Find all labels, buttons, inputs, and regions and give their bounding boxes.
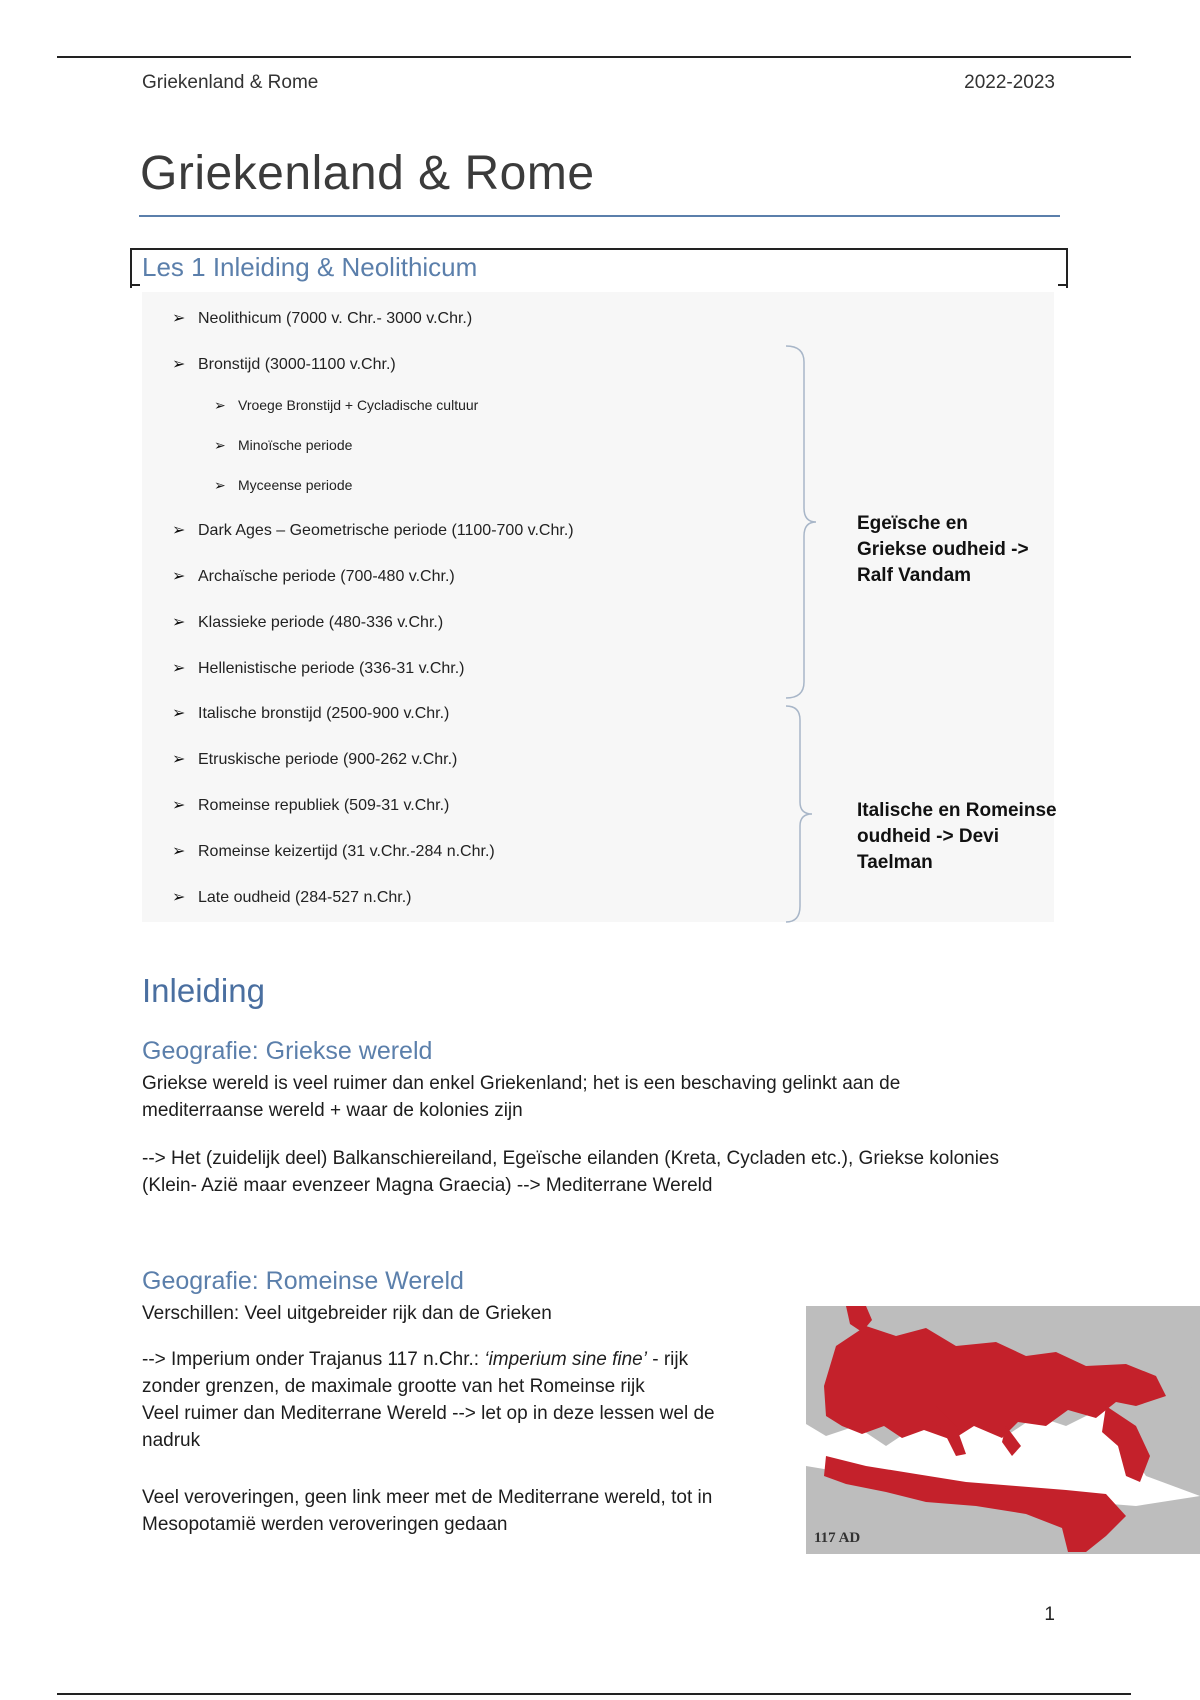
paragraph: --> Het (zuidelijk deel) Balkanschiereiland, Egeïsche eilanden (Kreta, Cycladen etc.), Griekse kolonies (Klein- Azië maar evenzeer Magna Graecia) --> Mediterrane Wereld — [142, 1148, 1000, 1196]
document-title: Griekenland & Rome — [140, 147, 595, 200]
list-item-label: Romeinse republiek (509-31 v.Chr.) — [198, 797, 450, 814]
list-item-label: Archaïsche periode (700-480 v.Chr.) — [198, 568, 455, 585]
bottom-rule — [57, 1693, 1131, 1695]
running-header-year: 2022-2023 — [964, 72, 1055, 93]
arrow-bullet-icon: ➢ — [214, 477, 226, 493]
list-item-label: Neolithicum (7000 v. Chr.- 3000 v.Chr.) — [198, 310, 473, 327]
box-corner-right — [1058, 284, 1068, 286]
arrow-bullet-icon: ➢ — [172, 751, 186, 768]
arrow-bullet-icon: ➢ — [214, 397, 226, 413]
list-item-label: Vroege Bronstijd + Cycladische cultuur — [238, 397, 479, 413]
list-item-label: Etruskische periode (900-262 v.Chr.) — [198, 751, 458, 768]
title-underline — [139, 215, 1060, 217]
list-item — [172, 566, 455, 586]
paragraph: Griekse wereld is veel ruimer dan enkel Griekenland; het is een beschaving gelinkt aan de mediterraanse wereld + waar de kolonies zijn — [142, 1073, 901, 1121]
running-header-title: Griekenland & Rome — [142, 72, 319, 93]
section-heading-inleiding: Inleiding — [142, 972, 265, 1009]
arrow-bullet-icon: ➢ — [172, 705, 186, 722]
list-item — [172, 520, 574, 540]
paragraph: --> Imperium onder Trajanus 117 n.Chr.: ‘imperium sine fine’ - rijk zonder grenzen, de maximale grootte van het Romeinse rijk Veel ruimer dan Mediterrane Wereld --> let op in deze lessen wel de nadruk — [142, 1349, 715, 1451]
arrow-bullet-icon: ➢ — [172, 797, 186, 814]
roman-empire-map — [806, 1306, 1200, 1554]
subheading-griekse-wereld: Geografie: Griekse wereld — [142, 1037, 433, 1065]
arrow-bullet-icon: ➢ — [172, 660, 186, 677]
list-item-label: Romeinse keizertijd (31 v.Chr.-284 n.Chr.) — [198, 843, 495, 860]
list-item — [172, 887, 411, 907]
list-item-label: Myceense periode — [238, 477, 353, 493]
list-item — [172, 354, 396, 374]
list-item — [172, 703, 449, 723]
list-item — [172, 841, 495, 861]
arrow-bullet-icon: ➢ — [172, 843, 186, 860]
paragraph: Veel veroveringen, geen link meer met de Mediterrane wereld, tot in Mesopotamië werden veroveringen gedaan — [142, 1487, 713, 1535]
arrow-bullet-icon: ➢ — [172, 889, 186, 906]
list-subitem — [214, 477, 352, 494]
arrow-bullet-icon: ➢ — [214, 437, 226, 453]
subheading-romeinse-wereld: Geografie: Romeinse Wereld — [142, 1267, 464, 1295]
list-item — [172, 612, 443, 632]
list-item-label: Italische bronstijd (2500-900 v.Chr.) — [198, 705, 450, 722]
list-item-label: Klassieke periode (480-336 v.Chr.) — [198, 614, 444, 631]
arrow-bullet-icon: ➢ — [172, 356, 186, 373]
box-corner-left — [130, 284, 140, 286]
group-label-greek: Egeïsche en Griekse oudheid -> Ralf Vandam — [857, 513, 1029, 586]
list-subitem — [214, 397, 478, 414]
brace-greek-group — [780, 344, 820, 700]
list-subitem — [214, 437, 352, 454]
list-item-label: Dark Ages – Geometrische periode (1100-700 v.Chr.) — [198, 522, 574, 539]
arrow-bullet-icon: ➢ — [172, 522, 186, 539]
paragraph: Verschillen: Veel uitgebreider rijk dan de Grieken — [142, 1303, 552, 1324]
arrow-bullet-icon: ➢ — [172, 568, 186, 585]
map-label: 117 AD — [814, 1530, 861, 1546]
list-item — [172, 749, 457, 769]
list-item-label: Late oudheid (284-527 n.Chr.) — [198, 889, 412, 906]
lesson-heading: Les 1 Inleiding & Neolithicum — [142, 252, 478, 282]
arrow-bullet-icon: ➢ — [172, 310, 186, 327]
list-item-label: Minoïsche periode — [238, 437, 353, 453]
list-item — [172, 658, 465, 678]
brace-roman-group — [780, 704, 820, 924]
group-label-roman: Italische en Romeinse oudheid -> Devi Taelman — [857, 800, 1057, 873]
arrow-bullet-icon: ➢ — [172, 614, 186, 631]
top-rule — [57, 56, 1131, 58]
list-item — [172, 308, 472, 328]
list-item — [172, 795, 449, 815]
page-number: 1 — [1044, 1604, 1055, 1625]
list-item-label: Hellenistische periode (336-31 v.Chr.) — [198, 660, 465, 677]
list-item-label: Bronstijd (3000-1100 v.Chr.) — [198, 356, 396, 373]
